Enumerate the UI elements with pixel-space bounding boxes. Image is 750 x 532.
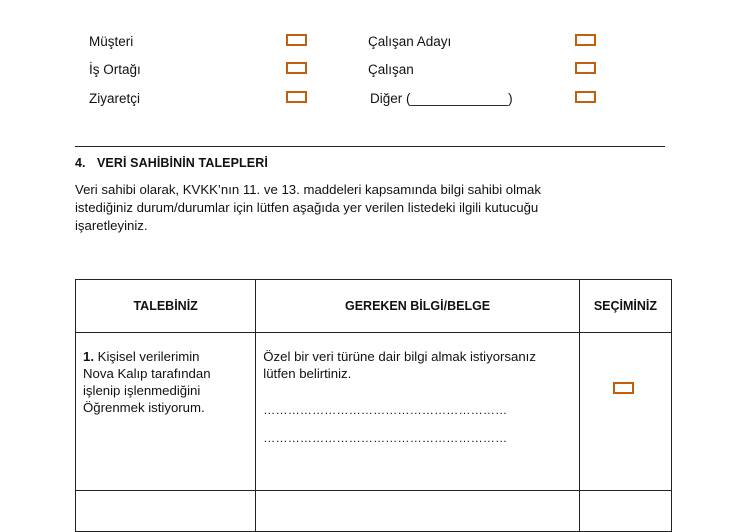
header-talebiniz: TALEBİNİZ <box>76 280 256 333</box>
request-text <box>76 333 255 416</box>
request-line: Nova Kalıp tarafından <box>83 366 211 381</box>
checkbox-calisan-adayi[interactable] <box>575 34 596 46</box>
info-line: lütfen belirtiniz. <box>263 366 352 381</box>
info-text <box>256 333 579 447</box>
table-row <box>76 491 672 532</box>
request-number: 1. <box>83 349 94 364</box>
checkbox-musteri[interactable] <box>286 34 307 46</box>
checkbox-diger[interactable] <box>575 91 596 103</box>
request-line: işlenip işlenmediğini <box>83 383 201 398</box>
checkbox-calisan[interactable] <box>575 62 596 74</box>
section-number: 4. <box>75 156 86 170</box>
section-divider <box>75 146 665 147</box>
checkbox-is-ortagi[interactable] <box>286 62 307 74</box>
role-label-is-ortagi: İş Ortağı <box>89 62 141 77</box>
info-line: Özel bir veri türüne dair bilgi almak istiyorsanız <box>263 349 536 364</box>
checkbox-request-1[interactable] <box>613 382 634 394</box>
intro-paragraph <box>75 181 675 235</box>
section-heading <box>75 156 268 170</box>
request-line: Öğrenmek istiyorum. <box>83 400 205 415</box>
request-cell <box>76 333 256 491</box>
requests-table <box>75 279 672 532</box>
intro-line: istediğiniz durum/durumlar için lütfen aşağıda yer verilen listedeki ilgili kutucuğu <box>75 200 539 215</box>
intro-line: işaretleyiniz. <box>75 218 148 233</box>
role-label-calisan: Çalışan <box>368 62 414 77</box>
request-line: Kişisel verilerimin <box>94 349 200 364</box>
intro-line: Veri sahibi olarak, KVKK’nın 11. ve 13. maddeleri kapsamında bilgi sahibi olmak <box>75 182 541 197</box>
table-header-row <box>76 280 672 333</box>
role-label-diger: Diğer (_____________) <box>370 91 513 106</box>
header-gereken-bilgi: GEREKEN BİLGİ/BELGE <box>256 280 580 333</box>
header-seciminiz: SEÇİMİNİZ <box>579 280 671 333</box>
section-title: VERİ SAHİBİNİN TALEPLERİ <box>97 156 268 170</box>
dotted-fill-line[interactable]: …………………………………………………… <box>263 431 508 445</box>
selection-cell <box>579 333 671 491</box>
info-cell <box>256 333 580 491</box>
role-label-calisan-adayi: Çalışan Adayı <box>368 34 452 49</box>
info-cell <box>256 491 580 532</box>
request-cell <box>76 491 256 532</box>
table-row <box>76 333 672 491</box>
dotted-fill-line[interactable]: …………………………………………………… <box>263 403 508 417</box>
role-label-ziyaretci: Ziyaretçi <box>89 91 141 106</box>
selection-cell <box>579 491 671 532</box>
role-label-musteri: Müşteri <box>89 34 134 49</box>
checkbox-ziyaretci[interactable] <box>286 91 307 103</box>
